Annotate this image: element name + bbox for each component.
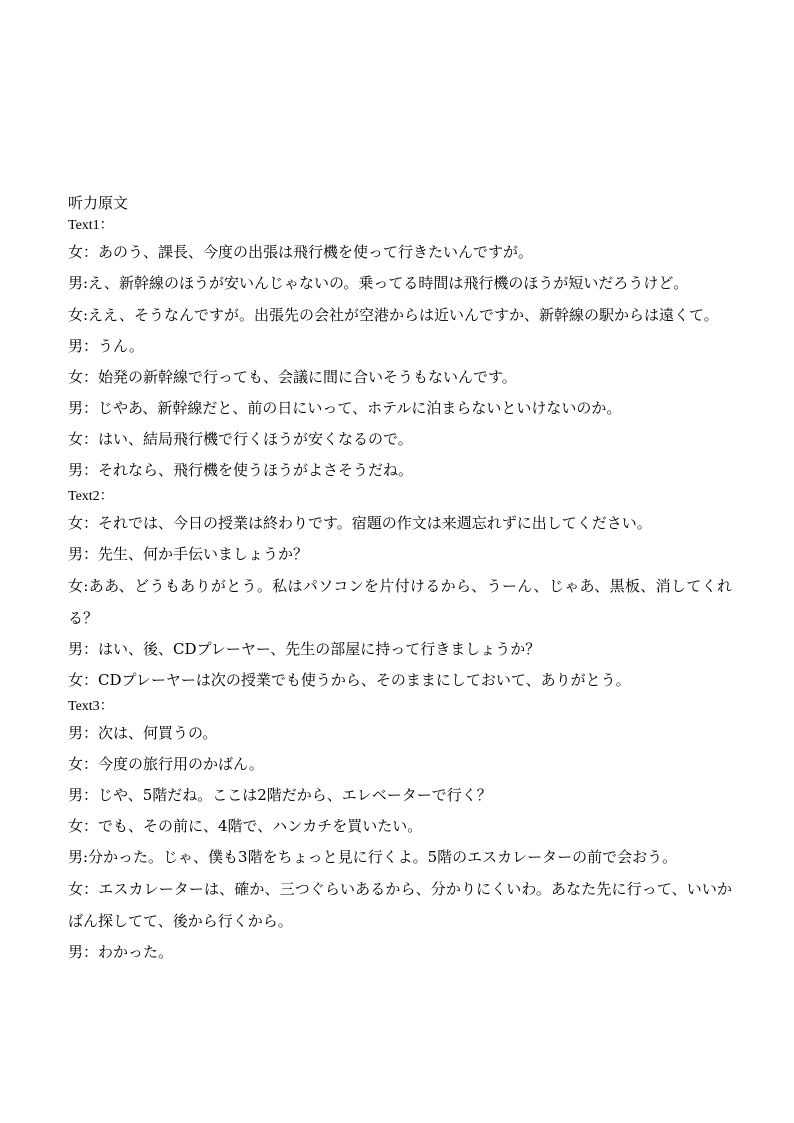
dialogue-line: 女：始発の新幹線で行っても、会議に間に合いそうもないんです。: [68, 368, 517, 386]
dialogue-line: 女:ああ、どうもありがとう。私はパソコンを片付けるから、うーん、じゃあ、黒板、消してくれる？: [68, 577, 732, 627]
section-text2: [68, 486, 732, 696]
dialogue-line: 男：先生、何か手伝いましょうか？: [68, 545, 309, 563]
dialogue-line: 男：じやあ、新幹線だと、前の日にいって、ホテルに泊まらないといけないのか。: [68, 399, 622, 417]
dialogue-line: 男：次は、何買うの。: [68, 724, 218, 742]
dialogue-line: 女：今度の旅行用のかばん。: [68, 755, 264, 773]
dialogue-line: 女：はい、結局飛行機で行くほうが安くなるので。: [68, 430, 413, 448]
dialogue-line: 男：わかった。: [68, 943, 174, 961]
dialogue-line: 女：でも、その前に、4階で、ハンカチを買いたい。: [68, 817, 423, 835]
dialogue-line: 男：それなら、飛行機を使うほうがよさそうだね。: [68, 461, 414, 479]
dialogue-line: 男：はい、後、CDプレーヤー、先生の部屋に持って行きましょうか？: [68, 640, 541, 658]
dialogue-line: 女：あのう、課長、今度の出張は飛行機を使って行きたいんですが。: [68, 243, 534, 261]
section-label: Text1：: [68, 218, 114, 233]
dialogue-line: 男:分かった。じゃ、僕も3階をちょっと見に行くよ。5階のエスカレーターの前で会おう。: [68, 848, 678, 866]
dialogue-line: 女：CDプレーヤーは次の授業でも使うから、そのままにしておいて、ありがとう。: [68, 671, 631, 689]
dialogue-line: 女：エスカレーターは、確か、三つぐらいあるから、分かりにくいわ。あなた先に行って、いいかばん探してて、後から行くから。: [68, 880, 732, 930]
section-label: Text3：: [68, 699, 114, 714]
document-page: [68, 191, 732, 968]
dialogue-line: 男:え、新幹線のほうが安いんじゃないの。乗ってる時間は飛行機のほうが短いだろうけど。: [68, 274, 689, 292]
dialogue-line: 男：うん。: [68, 337, 144, 355]
dialogue-line: 男：じや、5階だね。ここは2階だから、エレベーターで行く？: [68, 786, 492, 804]
dialogue-line: 女:ええ、そうなんですが。出張先の会社が空港からは近いんですか、新幹線の駅からは遠くて。: [68, 306, 719, 324]
dialogue-line: 女：それでは、今日の授業は終わりです。宿題の作文は来週忘れずに出してください。: [68, 514, 652, 532]
section-label: Text2：: [68, 489, 114, 504]
section-text3: [68, 696, 732, 968]
page-title: 听力原文: [68, 194, 129, 212]
section-text1: [68, 215, 732, 486]
